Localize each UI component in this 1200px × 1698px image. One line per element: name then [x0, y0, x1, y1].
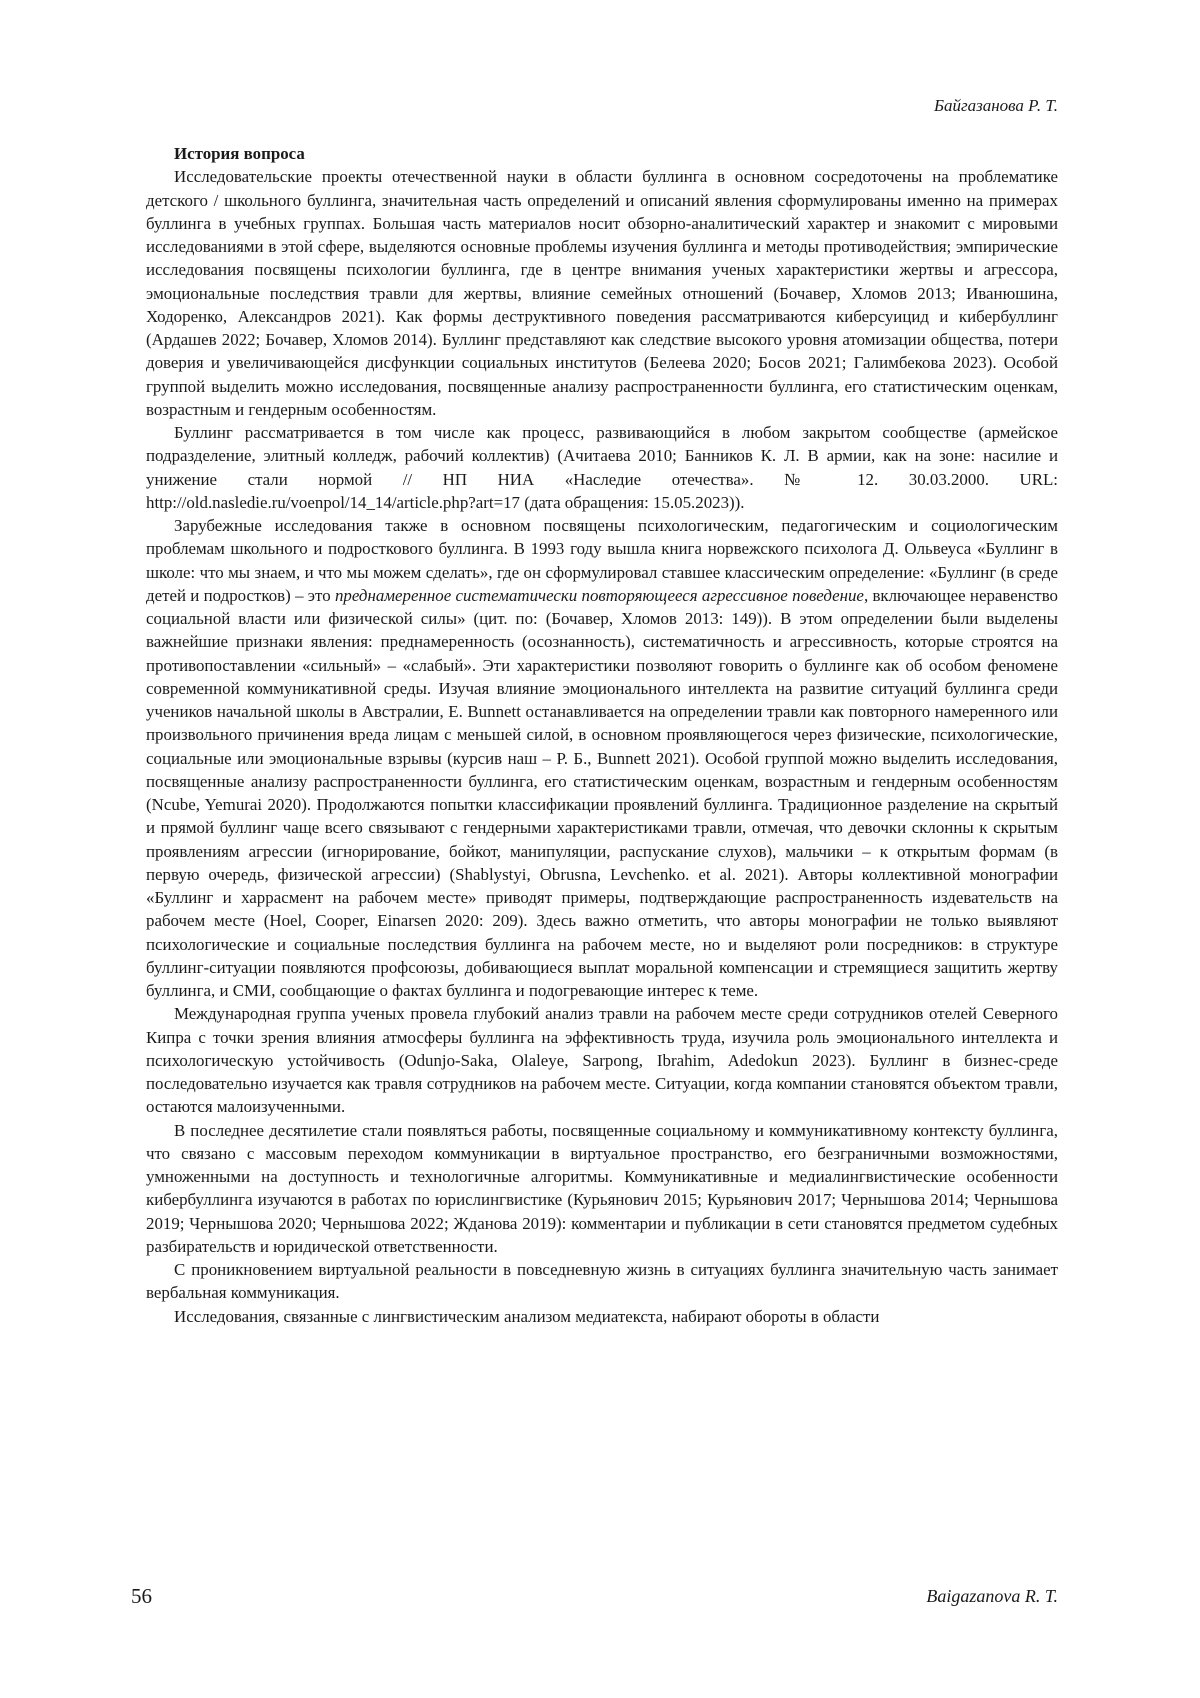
text-run: В последнее десятилетие стали появляться работы, посвященные социальному и коммуникативному контексту буллинга, что связано с массовым переходом коммуникации в виртуальное пространство, его безграничными возможностями, умноженными на доступность и технологичные алгоритмы. Коммуникативные и медиалингвистические особенности кибербуллинга изучаются в работах по юрислингвистике (Курьянович 2015; Курьянович 2017; Чернышова 2014; Чернышова 2019; Чернышова 2020; Чернышова 2022; Жданова 2019): комментарии и публикации в сети становятся предметом судебных разбирательств и юридической ответственности.: [146, 1120, 1058, 1256]
text-run: С проникновением виртуальной реальности в повседневную жизнь в ситуациях буллинга значительную часть занимает вербальная коммуникация.: [146, 1260, 1058, 1303]
running-head-author: Байгазанова Р. Т.: [933, 96, 1058, 115]
text-run: Зарубежные исследования также в основном посвящены психологическим, педагогическим и социологическим проблемам школьного и подросткового буллинга. В 1993 году вышла книга норвежского психолога Д. Ольвеуса «Буллинг в школе: что мы знаем, и что мы можем сделать», где он сформулировал ставшее классическим определение: «Буллинг (в среде детей и подростков) – это: [146, 516, 1058, 605]
paragraph: [146, 1258, 1058, 1305]
paragraph: [146, 165, 1058, 421]
italic-emphasis: преднамеренное систематически повторяющееся агрессивное поведение: [334, 585, 864, 605]
paragraph: [146, 421, 1058, 514]
paragraph: [146, 514, 1058, 1002]
article-body: [146, 142, 1058, 1328]
text-run: Исследовательские проекты отечественной науки в области буллинга в основном сосредоточены на проблематике детского / школьного буллинга, значительная часть определений и описаний явления сформулированы именно на примерах буллинга в учебных группах. Большая часть материалов носит обзорно-аналитический характер и знакомит с мировыми исследованиями в этой сфере, выделяются основные проблемы изучения буллинга и методы противодействия; эмпирические исследования посвящены психологии буллинга, где в центре внимания ученых характеристики жертвы и агрессора, эмоциональные последствия травли для жертвы, влияние семейных отношений (Бочавер, Хломов 2013; Иванюшина, Ходоренко, Александров 2021). Как формы деструктивного поведения рассматриваются киберсуицид и кибербуллинг (Ардашев 2022; Бочавер, Хломов 2014). Буллинг представляют как следствие высокого уровня атомизации общества, потери доверия и увеличивающейся дисфункции социальных институтов (Белеева 2020; Босов 2021; Галимбекова 2023). Особой группой выделить можно исследования, посвященные анализу распространенности буллинга, его статистическим оценкам, возрастным и гендерным особенностям.: [146, 167, 1058, 419]
paragraph: [146, 1119, 1058, 1259]
page-number: 56: [131, 1584, 152, 1608]
paragraphs: [146, 165, 1058, 1328]
text-run: , включающее неравенство социальной власти или физической силы» (цит. по: (Бочавер, Хломов 2013: 149)). В этом определении были выделены важнейшие признаки явления: преднамеренность (осознанность), систематичность и агрессивность, которые строятся на противопоставлении «сильный» – «слабый». Эти характеристики позволяют говорить о буллинге как об особом феномене современной коммуникативной среды. Изучая влияние эмоционального интеллекта на развитие ситуаций буллинга среди учеников начальной школы в Австралии, E. Bunnett останавливается на определении травли как повторного намеренного или произвольного причинения вреда лицам с меньшей силой, в основном проявляющегося через физические, психологические, социальные или эмоциональные взрывы (курсив наш – Р. Б., Bunnett 2021). Особой группой можно выделить исследования, посвященные анализу распространенности буллинга, его статистическим оценкам, возрастным и гендерным особенностям (Ncube, Yemurai 2020). Продолжаются попытки классификации проявлений буллинга. Традиционное разделение на скрытый и прямой буллинг чаще всего связывают с гендерными характеристиками травли, отмечая, что девочки склонны к скрытым проявлениям агрессии (игнорирование, бойкот, манипуляции, распускание слухов), мальчики – к открытым формам (в первую очередь, физической агрессии) (Shablystyi, Obrusna, Levchenko. et al. 2021). Авторы коллективной монографии «Буллинг и харрасмент на рабочем месте» приводят примеры, подтверждающие распространенность издевательств на рабочем месте (Hoel, Cooper, Einarsen 2020: 209). Здесь важно отметить, что авторы монографии не только выявляют психологические и социальные последствия буллинга на рабочем месте, но и выделяют роли посредников: в структуре буллинг-ситуации появляются профсоюзы, добивающиеся выплат моральной компенсации и стремящиеся защитить жертву буллинга, и СМИ, сообщающие о фактах буллинга и подогревающие интерес к теме.: [146, 585, 1058, 1000]
section-heading: История вопроса: [174, 144, 305, 163]
footer-author: Baigazanova R. T.: [926, 1586, 1058, 1606]
paragraph: [146, 1002, 1058, 1118]
text-run: Международная группа ученых провела глубокий анализ травли на рабочем месте среди сотрудников отелей Северного Кипра с точки зрения влияния атмосферы буллинга на эффективность труда, изучила роль эмоционального интеллекта и психологическую устойчивость (Odunjo-Saka, Olaleye, Sarpong, Ibrahim, Adedokun 2023). Буллинг в бизнес-среде последовательно изучается как травля сотрудников на рабочем месте. Ситуации, когда компании становятся объектом травли, остаются малоизученными.: [146, 1004, 1058, 1117]
paragraph: [146, 1305, 1058, 1328]
text-run: Исследования, связанные с лингвистическим анализом медиатекста, набирают обороты в области: [174, 1306, 880, 1326]
text-run: Буллинг рассматривается в том числе как процесс, развивающийся в любом закрытом сообществе (армейское подразделение, элитный колледж, рабочий коллектив) (Ачитаева 2010; Банников К. Л. В армии, как на зоне: насилие и унижение стали нормой // НП НИА «Наследие отечества». № 12. 30.03.2000. URL: http://old.nasledie.ru/voenpol/14_14/article.php?art=17 (дата обращения: 15.05.2023)).: [146, 423, 1058, 512]
